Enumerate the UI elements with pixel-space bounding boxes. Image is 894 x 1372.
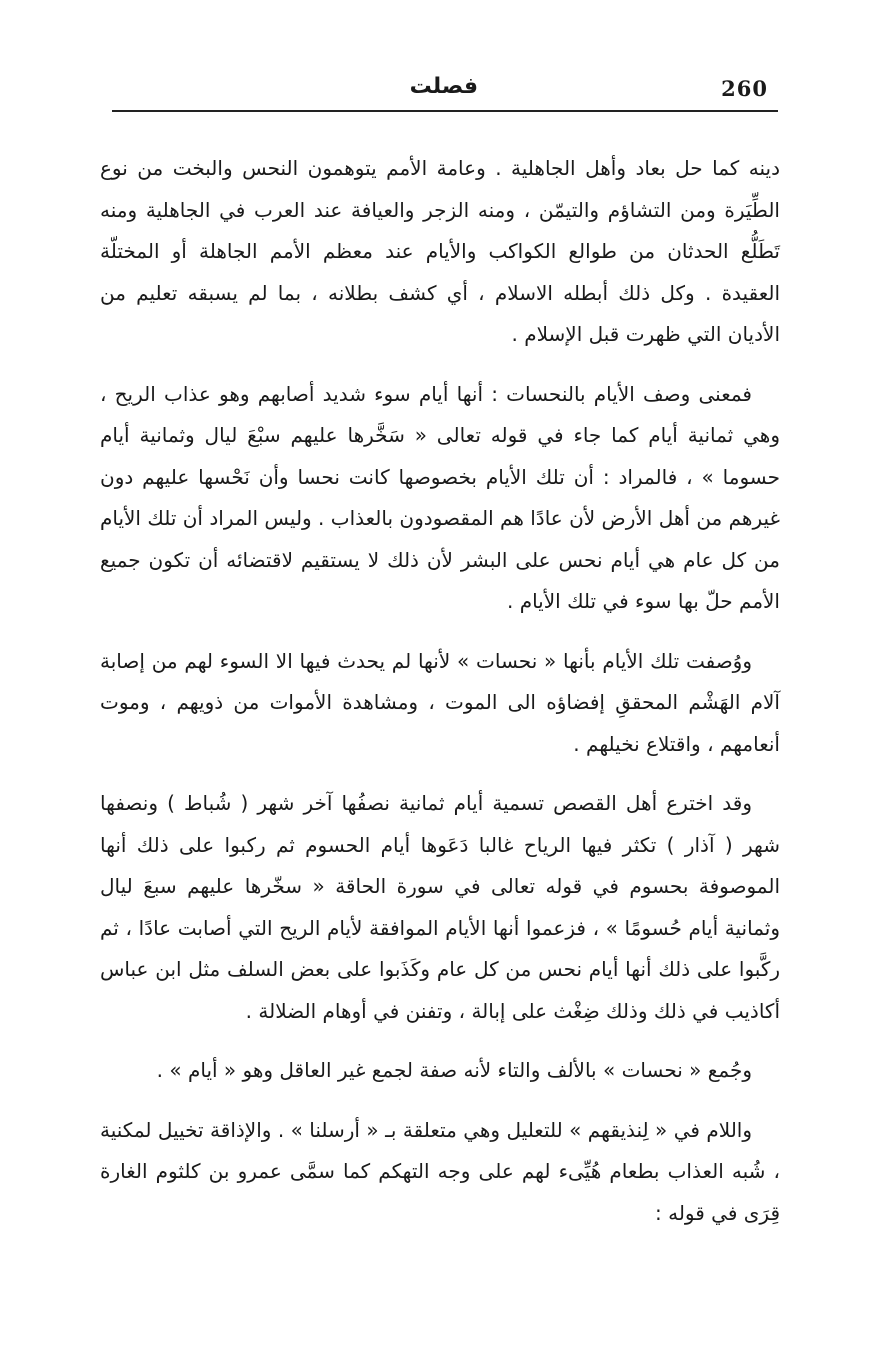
paragraph: دينه كما حل بعاد وأهل الجاهلية . وعامة الأمم يتوهمون النحس والبخت من نوع الطِّيَرة ومن التشاؤم والتيمّن ، ومنه الزجر والعيافة عند العرب في الجاهلية ومنه تَطَلُّع الحدثان من طوالع الكواكب والأيام عند معظم الأمم الجاهلة أو المختلّة العقيدة . وكل ذلك أبطله الاسلام ، أي كشف بطلانه ، بما لم يسبقه تعليم من الأديان التي ظهرت قبل الإسلام . [100,156,780,346]
header-divider [112,110,778,112]
page-number: 260 [721,76,768,101]
paragraph: ووُصفت تلك الأيام بأنها « نحسات » لأنها لم يحدث فيها الا السوء لهم من إصابة آلام الهَشْم المحققِ إفضاؤه الى الموت ، ومشاهدة الأموات من ذويهم ، وموت أنعامهم ، واقتلاع نخيلهم . [100,648,780,756]
page-header [112,72,778,112]
paragraph: واللام في « لِنذيقهم » للتعليل وهي متعلقة بـ « أرسلنا » . والإذاقة تخييل لمكنية ، شُبه العذاب بطعام هُيِّىء لهم على وجه التهكم كما سمَّى عمرو بن كلثوم الغارة قِرَى في قوله : [100,1117,780,1225]
paragraph: وجُمع « نحسات » بالألف والتاء لأنه صفة لجمع غير العاقل وهو « أيام » . [156,1058,752,1082]
body-text [100,148,780,1252]
running-title: فصلت [409,74,478,99]
paragraph: وقد اخترع أهل القصص تسمية أيام ثمانية نصفُها آخر شهر ( شُباط ) ونصفها شهر ( آذار ) تكثر فيها الرياح غالبا دَعَوها أيام الحسوم ثم ركبوا على ذلك أنها الموصوفة بحسوم في قوله تعالى في سورة الحاقة « سخّرها عليهم سبعَ ليال وثمانية أيام حُسومًا » ، فزعموا أنها الأيام الموافقة لأيام الريح التي أصابت عادًا ، ثم ركَّبوا على ذلك أنها أيام نحس من كل عام وكَذَبوا على بعض السلف مثل ابن عباس أكاذيب في ذلك وذلك ضِغْث على إبالة ، وتفنن في أوهام الضلالة . [100,791,780,1023]
paragraph: فمعنى وصف الأيام بالنحسات : أنها أيام سوء شديد أصابهم وهو عذاب الريح ، وهي ثمانية أيام كما جاء في قوله تعالى « سَخَّرها عليهم سبْعَ ليال وثمانية أيام حسوما » ، فالمراد : أن تلك الأيام بخصوصها كانت نحسا وأن نَحْسها عليهم دون غيرهم من أهل الأرض لأن عادًا هم المقصودون بالعذاب . وليس المراد أن تلك الأيام من كل عام هي أيام نحس على البشر لأن ذلك لا يستقيم لاقتضائه أن تكون جميع الأمم حلّ بها سوء في تلك الأيام . [99,381,780,613]
